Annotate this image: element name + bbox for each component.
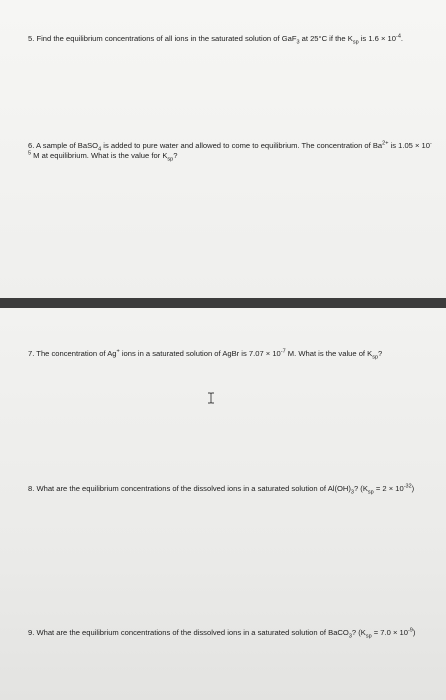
question-7: 7. The concentration of Ag+ ions in a saturated solution of AgBr is $7.07 \times 10^{-7}$ M. What is the value of $K_{sp}$? — [28, 348, 383, 361]
question-5: 5. Find the equilibrium concentrations of all ions in the saturated solution of GaF$_3$ at 25°C if the $K_{sp}$ is $1.6 \times 10^{-4}$. — [28, 33, 404, 46]
page-divider — [0, 298, 446, 308]
question-6: 6. A sample of BaSO$_4$ is added to pure water and allowed to come to equilibrium. The concentration of $Ba^{2+}$ is $1.05 \times 10^{-5}$ M at equilibrium. What is the value for $K_{sp}$? — [28, 140, 432, 163]
worksheet-page-bottom — [0, 308, 446, 700]
question-8: 8. What are the equilibrium concentrations of the dissolved ions in a saturated solution of $Al(OH)_3$? $(K_{sp} = 2 \times 10^{-32})$ — [28, 483, 415, 496]
question-9: 9. What are the equilibrium concentrations of the dissolved ions in a saturated solution of BaCO$_3$? $(K_{sp} = 7.0 \times 10^{-9})$ — [28, 627, 416, 640]
text-cursor-icon — [207, 392, 215, 404]
worksheet-page-top — [0, 0, 446, 298]
